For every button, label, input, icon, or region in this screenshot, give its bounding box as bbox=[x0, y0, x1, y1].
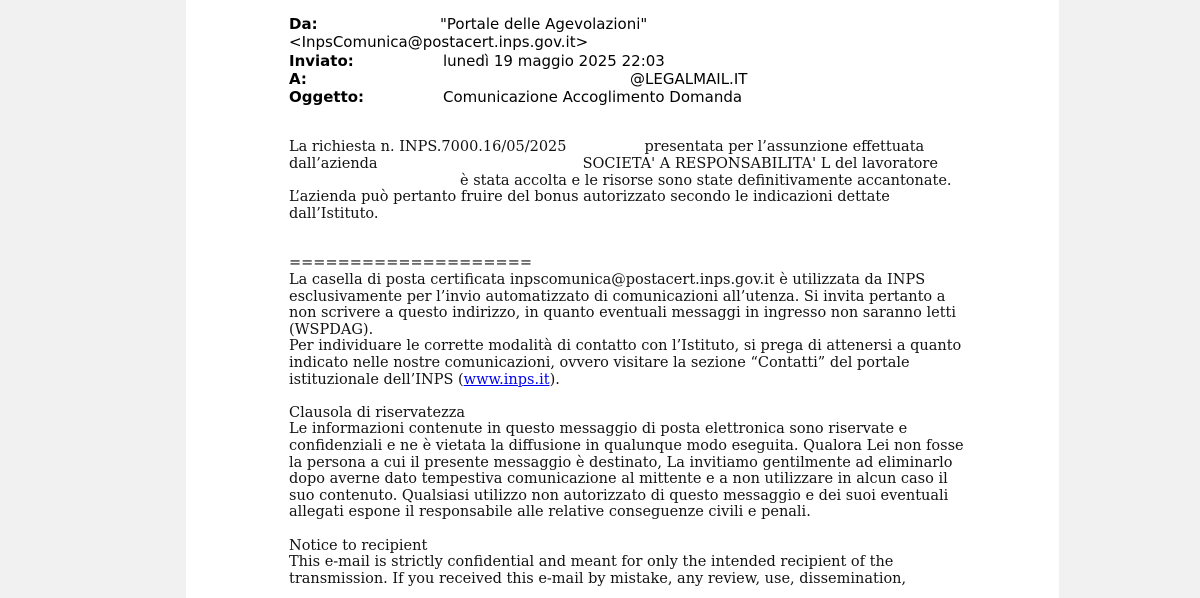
sent-row bbox=[289, 52, 989, 70]
clause-line: allegati espone il responsabile alle relative conseguenze civili e penali. bbox=[289, 504, 811, 521]
email-content bbox=[289, 15, 989, 587]
from-label: Da: bbox=[289, 15, 318, 33]
pec-line: indicato nelle nostre comunicazioni, ovvero visitare la sezione “Contatti” del portale bbox=[289, 355, 910, 372]
approval-paragraph bbox=[289, 139, 989, 222]
confidentiality-clause bbox=[289, 405, 989, 521]
pec-notice-paragraph bbox=[289, 272, 989, 388]
notice-line: transmission. If you received this e-mail by mistake, any review, use, dissemination, bbox=[289, 570, 907, 587]
from-row bbox=[289, 15, 989, 33]
notice-line: This e-mail is strictly confidential and meant for only the intended recipient of the bbox=[289, 554, 894, 571]
to-value: @LEGALMAIL.IT bbox=[630, 69, 748, 88]
pec-line: Per individuare le corrette modalità di contatto con l’Istituto, si prega di attenersi a quanto bbox=[289, 338, 962, 355]
pec-line: (WSPDAG). bbox=[289, 321, 374, 338]
clause-line: Le informazioni contenute in questo messaggio di posta elettronica sono riservate e bbox=[289, 421, 908, 438]
pec-line: La casella di posta certificata inpscomunica@postacert.inps.gov.it è utilizzata da INPS bbox=[289, 272, 926, 289]
bonus-text: L’azienda può pertanto fruire del bonus autorizzato secondo le indicazioni dettate bbox=[289, 189, 890, 206]
to-row bbox=[289, 70, 989, 88]
notice-title: Notice to recipient bbox=[289, 537, 428, 554]
clause-line: confidenziali e ne è vietata la diffusione in qualunque modo eseguita. Qualora Lei non fosse bbox=[289, 437, 964, 454]
company-name-text: SOCIETA' A RESPONSABILITA' L del lavoratore bbox=[582, 156, 938, 173]
sent-label: Inviato: bbox=[289, 51, 354, 70]
from-name: "Portale delle Agevolazioni" bbox=[440, 15, 648, 33]
request-purpose-text: presentata per l’assunzione effettuata bbox=[644, 139, 925, 156]
clause-line: la persona a cui il presente messaggio è destinato, La invitiamo gentilmente ad eliminarlo bbox=[289, 454, 953, 471]
sent-value: lunedì 19 maggio 2025 22:03 bbox=[443, 51, 665, 70]
subject-value: Comunicazione Accoglimento Domanda bbox=[443, 88, 743, 107]
pec-line: esclusivamente per l’invio automatizzato di comunicazioni all’utenza. Si invita pertanto a bbox=[289, 288, 946, 305]
recipient-notice bbox=[289, 538, 989, 588]
pec-line: non scrivere a questo indirizzo, in quanto eventuali messaggi in ingresso non saranno letti bbox=[289, 305, 956, 322]
pec-line: istituzionale dell’INPS ( bbox=[289, 371, 464, 388]
subject-label: Oggetto: bbox=[289, 88, 365, 107]
company-label-text: dall’azienda bbox=[289, 156, 378, 173]
document-page bbox=[186, 0, 1059, 598]
clause-title: Clausola di riservatezza bbox=[289, 404, 465, 421]
separator: ==================== bbox=[289, 255, 532, 272]
clause-line: dopo averne dato tempestiva comunicazione al mittente e a non utilizzare in alcun caso il bbox=[289, 471, 948, 488]
inps-website-link[interactable]: www.inps.it bbox=[463, 371, 550, 388]
request-number-text: La richiesta n. INPS.7000.16/05/2025 bbox=[289, 139, 567, 156]
institute-text: dall’Istituto. bbox=[289, 205, 379, 222]
pec-line: ). bbox=[549, 371, 560, 388]
from-address: <InpsComunica@postacert.inps.gov.it> bbox=[289, 33, 589, 52]
approval-status-text: è stata accolta e le risorse sono state definitivamente accantonate. bbox=[460, 172, 952, 189]
email-header bbox=[289, 15, 989, 106]
subject-row bbox=[289, 88, 989, 106]
clause-line: suo contenuto. Qualsiasi utilizzo non autorizzato di questo messaggio e dei suoi eventuali bbox=[289, 487, 949, 504]
to-label: A: bbox=[289, 69, 307, 88]
